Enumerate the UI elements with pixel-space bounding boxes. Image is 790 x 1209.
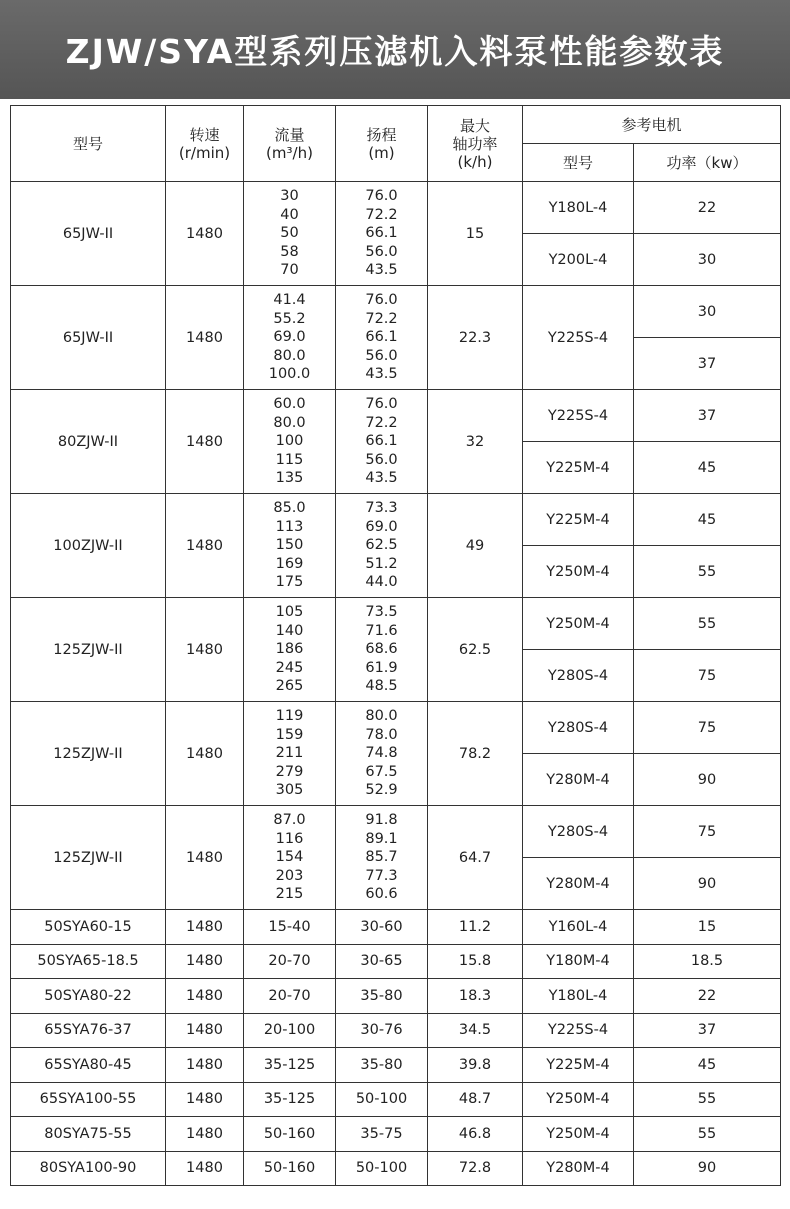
head-cell	[336, 390, 428, 494]
model-cell: 50SYA65-18.5	[11, 944, 166, 979]
head-cell-value: 76.0	[365, 396, 398, 413]
motor-model-cell: Y225M-4	[523, 442, 634, 494]
motor-model-cell: Y180L-4	[523, 182, 634, 234]
flow-cell-value: 203	[275, 867, 304, 884]
model-cell: 65SYA100-55	[11, 1082, 166, 1117]
speed-cell: 1480	[166, 390, 244, 494]
flow-cell-value: 245	[275, 659, 304, 676]
head-cell-value: 56.0	[365, 451, 398, 468]
speed-cell: 1480	[166, 1082, 244, 1117]
motor-model-cell: Y180L-4	[523, 979, 634, 1014]
model-cell: 65JW-II	[11, 182, 166, 286]
flow-cell	[244, 702, 336, 806]
head-cell: 35-80	[336, 1048, 428, 1083]
max-power-cell: 46.8	[428, 1117, 523, 1152]
flow-cell-value: 55.2	[273, 310, 306, 327]
flow-cell-value: 80.0	[273, 414, 306, 431]
motor-power-cell: 90	[634, 754, 781, 806]
head-cell-value: 66.1	[365, 433, 398, 450]
table-row	[11, 286, 781, 338]
head-cell: 35-80	[336, 979, 428, 1014]
motor-model-cell: Y250M-4	[523, 1117, 634, 1152]
flow-cell	[244, 286, 336, 390]
model-cell: 125ZJW-II	[11, 598, 166, 702]
speed-cell: 1480	[166, 1117, 244, 1152]
motor-power-cell: 18.5	[634, 944, 781, 979]
motor-power-cell: 90	[634, 858, 781, 910]
header-speed: 转速 (r/min)	[166, 106, 244, 182]
title-banner	[0, 0, 790, 99]
head-cell: 35-75	[336, 1117, 428, 1152]
model-cell: 50SYA80-22	[11, 979, 166, 1014]
table-row	[11, 806, 781, 858]
motor-model-cell: Y225S-4	[523, 1013, 634, 1048]
model-cell: 65SYA80-45	[11, 1048, 166, 1083]
table-row	[11, 1048, 781, 1083]
head-cell-value: 66.1	[365, 225, 398, 242]
flow-cell-value: 58	[280, 243, 299, 260]
flow-cell-value: 41.4	[273, 292, 306, 309]
flow-cell-value: 169	[275, 555, 304, 572]
table-row	[11, 1117, 781, 1152]
head-cell-value: 51.2	[365, 555, 398, 572]
head-cell-value: 76.0	[365, 188, 398, 205]
speed-cell: 1480	[166, 910, 244, 945]
table-row	[11, 1151, 781, 1186]
header-head: 扬程 (m)	[336, 106, 428, 182]
head-cell-value: 56.0	[365, 243, 398, 260]
table-row	[11, 910, 781, 945]
head-cell-value: 91.8	[365, 812, 398, 829]
speed-cell: 1480	[166, 979, 244, 1014]
max-power-cell: 78.2	[428, 702, 523, 806]
flow-cell-value: 175	[275, 574, 304, 591]
max-power-cell: 34.5	[428, 1013, 523, 1048]
head-cell-value: 68.6	[365, 641, 398, 658]
flow-cell-value: 150	[275, 537, 304, 554]
flow-cell: 20-70	[244, 979, 336, 1014]
speed-cell: 1480	[166, 806, 244, 910]
max-power-cell: 64.7	[428, 806, 523, 910]
motor-power-cell: 37	[634, 338, 781, 390]
flow-cell-value: 105	[275, 604, 304, 621]
max-power-cell: 11.2	[428, 910, 523, 945]
flow-cell-value: 159	[275, 726, 304, 743]
head-cell-value: 67.5	[365, 763, 398, 780]
table-row	[11, 944, 781, 979]
speed-cell: 1480	[166, 182, 244, 286]
flow-cell-value: 30	[280, 188, 299, 205]
header-model: 型号	[11, 106, 166, 182]
speed-cell: 1480	[166, 944, 244, 979]
max-power-cell: 48.7	[428, 1082, 523, 1117]
speed-cell: 1480	[166, 286, 244, 390]
flow-cell-value: 186	[275, 641, 304, 658]
model-cell: 125ZJW-II	[11, 806, 166, 910]
flow-cell	[244, 494, 336, 598]
model-cell: 80ZJW-II	[11, 390, 166, 494]
motor-power-cell: 55	[634, 546, 781, 598]
head-cell-value: 56.0	[365, 347, 398, 364]
head-cell: 30-60	[336, 910, 428, 945]
flow-cell: 20-70	[244, 944, 336, 979]
head-cell-value: 48.5	[365, 678, 398, 695]
head-cell-value: 69.0	[365, 518, 398, 535]
flow-cell-value: 265	[275, 678, 304, 695]
max-power-cell: 49	[428, 494, 523, 598]
flow-cell-value: 60.0	[273, 396, 306, 413]
table-row	[11, 182, 781, 234]
flow-cell: 35-125	[244, 1048, 336, 1083]
motor-model-cell: Y280M-4	[523, 1151, 634, 1186]
flow-cell-value: 113	[275, 518, 304, 535]
head-cell-value: 72.2	[365, 310, 398, 327]
head-cell	[336, 182, 428, 286]
max-power-cell: 62.5	[428, 598, 523, 702]
max-power-cell: 39.8	[428, 1048, 523, 1083]
motor-power-cell: 37	[634, 1013, 781, 1048]
head-cell-value: 72.2	[365, 414, 398, 431]
head-cell-value: 85.7	[365, 849, 398, 866]
flow-cell: 20-100	[244, 1013, 336, 1048]
head-cell-value: 60.6	[365, 886, 398, 903]
flow-cell	[244, 182, 336, 286]
header-flow: 流量 (m³/h)	[244, 106, 336, 182]
flow-cell	[244, 806, 336, 910]
header-motor-power: 功率（kw）	[634, 144, 781, 182]
flow-cell-value: 100	[275, 433, 304, 450]
head-cell	[336, 286, 428, 390]
max-power-cell: 18.3	[428, 979, 523, 1014]
max-power-cell: 22.3	[428, 286, 523, 390]
head-cell	[336, 494, 428, 598]
table-row	[11, 979, 781, 1014]
motor-model-cell: Y280S-4	[523, 806, 634, 858]
flow-cell: 15-40	[244, 910, 336, 945]
motor-power-cell: 15	[634, 910, 781, 945]
head-cell	[336, 702, 428, 806]
flow-cell-value: 215	[275, 886, 304, 903]
speed-cell: 1480	[166, 702, 244, 806]
flow-cell-value: 211	[275, 745, 304, 762]
header-motor-model: 型号	[523, 144, 634, 182]
speed-cell: 1480	[166, 494, 244, 598]
head-cell	[336, 806, 428, 910]
header-reference-motor: 参考电机	[523, 106, 781, 144]
motor-power-cell: 30	[634, 286, 781, 338]
head-cell-value: 62.5	[365, 537, 398, 554]
motor-power-cell: 45	[634, 1048, 781, 1083]
motor-model-cell: Y225M-4	[523, 494, 634, 546]
motor-model-cell: Y250M-4	[523, 598, 634, 650]
motor-model-cell: Y250M-4	[523, 1082, 634, 1117]
model-cell: 50SYA60-15	[11, 910, 166, 945]
motor-model-cell: Y280S-4	[523, 702, 634, 754]
motor-model-cell: Y180M-4	[523, 944, 634, 979]
motor-power-cell: 75	[634, 702, 781, 754]
head-cell-value: 78.0	[365, 726, 398, 743]
max-power-cell: 15	[428, 182, 523, 286]
motor-power-cell: 45	[634, 494, 781, 546]
motor-power-cell: 90	[634, 1151, 781, 1186]
flow-cell-value: 85.0	[273, 500, 306, 517]
head-cell-value: 73.3	[365, 500, 398, 517]
head-cell-value: 74.8	[365, 745, 398, 762]
model-cell: 80SYA75-55	[11, 1117, 166, 1152]
head-cell-value: 77.3	[365, 867, 398, 884]
motor-power-cell: 45	[634, 442, 781, 494]
flow-cell-value: 70	[280, 262, 299, 279]
header-max-power: 最大 轴功率 (k/h)	[428, 106, 523, 182]
head-cell: 30-65	[336, 944, 428, 979]
flow-cell	[244, 390, 336, 494]
head-cell-value: 66.1	[365, 329, 398, 346]
speed-cell: 1480	[166, 598, 244, 702]
pump-parameter-table	[10, 105, 781, 1186]
table-row	[11, 598, 781, 650]
table-row	[11, 390, 781, 442]
flow-cell-value: 154	[275, 849, 304, 866]
flow-cell-value: 100.0	[268, 366, 311, 383]
flow-cell	[244, 598, 336, 702]
flow-cell-value: 116	[275, 830, 304, 847]
head-cell-value: 61.9	[365, 659, 398, 676]
flow-cell: 50-160	[244, 1151, 336, 1186]
flow-cell-value: 40	[280, 206, 299, 223]
motor-power-cell: 55	[634, 598, 781, 650]
head-cell-value: 44.0	[365, 574, 398, 591]
motor-power-cell: 22	[634, 182, 781, 234]
motor-model-cell: Y200L-4	[523, 234, 634, 286]
flow-cell: 35-125	[244, 1082, 336, 1117]
head-cell-value: 43.5	[365, 366, 398, 383]
motor-power-cell: 22	[634, 979, 781, 1014]
motor-model-cell: Y225S-4	[523, 286, 634, 390]
head-cell: 50-100	[336, 1151, 428, 1186]
motor-power-cell: 30	[634, 234, 781, 286]
model-cell: 65SYA76-37	[11, 1013, 166, 1048]
head-cell-value: 43.5	[365, 470, 398, 487]
flow-cell-value: 119	[275, 708, 304, 725]
motor-power-cell: 55	[634, 1117, 781, 1152]
flow-cell-value: 69.0	[273, 329, 306, 346]
motor-model-cell: Y280M-4	[523, 754, 634, 806]
flow-cell-value: 140	[275, 622, 304, 639]
motor-model-cell: Y280M-4	[523, 858, 634, 910]
speed-cell: 1480	[166, 1013, 244, 1048]
table-row	[11, 494, 781, 546]
head-cell-value: 89.1	[365, 830, 398, 847]
max-power-cell: 32	[428, 390, 523, 494]
model-cell: 80SYA100-90	[11, 1151, 166, 1186]
table-row	[11, 1082, 781, 1117]
table-row	[11, 1013, 781, 1048]
head-cell-value: 73.5	[365, 604, 398, 621]
flow-cell: 50-160	[244, 1117, 336, 1152]
head-cell-value: 71.6	[365, 622, 398, 639]
motor-model-cell: Y160L-4	[523, 910, 634, 945]
motor-power-cell: 75	[634, 806, 781, 858]
head-cell-value: 52.9	[365, 782, 398, 799]
motor-model-cell: Y250M-4	[523, 546, 634, 598]
head-cell: 50-100	[336, 1082, 428, 1117]
motor-power-cell: 55	[634, 1082, 781, 1117]
flow-cell-value: 87.0	[273, 812, 306, 829]
max-power-cell: 72.8	[428, 1151, 523, 1186]
model-cell: 65JW-II	[11, 286, 166, 390]
motor-model-cell: Y225M-4	[523, 1048, 634, 1083]
head-cell-value: 43.5	[365, 262, 398, 279]
motor-model-cell: Y225S-4	[523, 390, 634, 442]
max-power-cell: 15.8	[428, 944, 523, 979]
table-row	[11, 702, 781, 754]
speed-cell: 1480	[166, 1048, 244, 1083]
motor-power-cell: 37	[634, 390, 781, 442]
flow-cell-value: 305	[275, 782, 304, 799]
head-cell-value: 80.0	[365, 708, 398, 725]
flow-cell-value: 115	[275, 451, 304, 468]
flow-cell-value: 50	[280, 225, 299, 242]
motor-model-cell: Y280S-4	[523, 650, 634, 702]
flow-cell-value: 80.0	[273, 347, 306, 364]
head-cell-value: 76.0	[365, 292, 398, 309]
flow-cell-value: 135	[275, 470, 304, 487]
motor-power-cell: 75	[634, 650, 781, 702]
head-cell-value: 72.2	[365, 206, 398, 223]
model-cell: 125ZJW-II	[11, 702, 166, 806]
flow-cell-value: 279	[275, 763, 304, 780]
head-cell	[336, 598, 428, 702]
speed-cell: 1480	[166, 1151, 244, 1186]
model-cell: 100ZJW-II	[11, 494, 166, 598]
head-cell: 30-76	[336, 1013, 428, 1048]
page-title: ZJW/SYA型系列压滤机入料泵性能参数表	[65, 32, 725, 71]
